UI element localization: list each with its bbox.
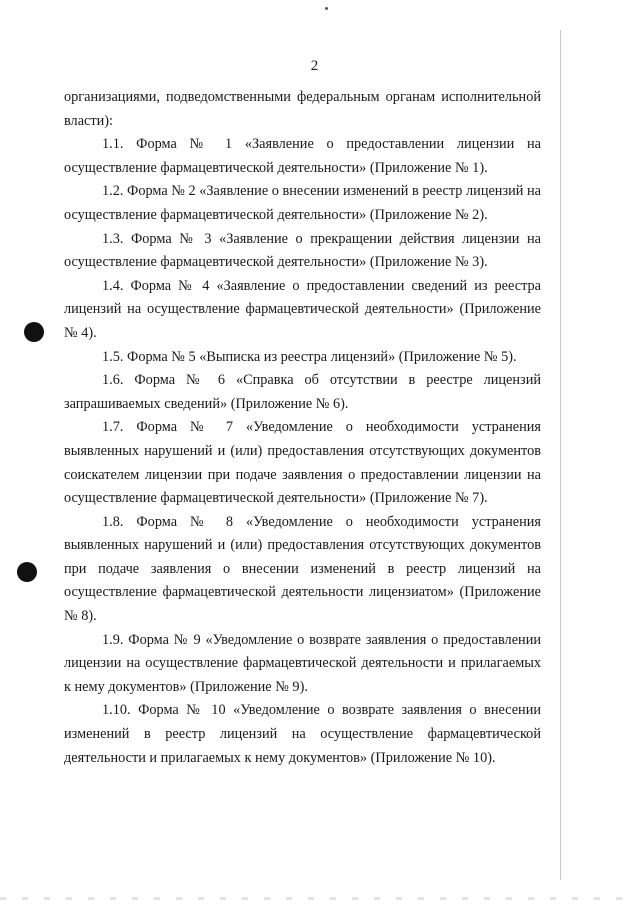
scan-speck (325, 7, 328, 10)
paragraph-1-1: 1.1. Форма № 1 «Заявление о предоставлении лицензии на осуществление фармацевтической деятельности» (Приложение № 1). (64, 136, 541, 176)
scan-edge-line (560, 30, 561, 880)
paragraph-1-2: 1.2. Форма № 2 «Заявление о внесении изменений в реестр лицензий на осуществление фармацевтической деятельности» (Приложение № 2). (64, 183, 541, 223)
paragraph-1-7: 1.7. Форма № 7 «Уведомление о необходимости устранения выявленных нарушений и (или) предоставления отсутствующих документов соискателем лицензии при подаче заявления о предоставлении лицензии на осуществление фармацевтической деятельности» (Приложение № 7). (64, 419, 541, 507)
paragraph-1-9: 1.9. Форма № 9 «Уведомление о возврате заявления о предоставлении лицензии на осуществление фармацевтической деятельности и прилагаемых к нему документов» (Приложение № 9). (64, 631, 541, 695)
document-body (64, 86, 541, 770)
scan-bottom-edge (0, 897, 629, 900)
paragraph-1-6: 1.6. Форма № 6 «Справка об отсутствии в реестре лицензий запрашиваемых сведений» (Приложение № 6). (64, 372, 541, 412)
paragraph-1-3: 1.3. Форма № 3 «Заявление о прекращении действия лицензии на осуществление фармацевтической деятельности» (Приложение № 3). (64, 230, 541, 271)
page-number: 2 (310, 58, 319, 74)
punch-hole-icon (24, 322, 44, 342)
paragraph-1-5: 1.5. Форма № 5 «Выписка из реестра лицензий» (Приложение № 5). (102, 348, 517, 365)
paragraph-intro: организациями, подведомственными федеральным органам исполнительной власти): (64, 89, 541, 129)
paragraph-1-8: 1.8. Форма № 8 «Уведомление о необходимости устранения выявленных нарушений и (или) предоставления отсутствующих документов при подаче заявления о внесении изменений в реестр лицензий на осуществление фармацевтической деятельности лицензиатом» (Приложение № 8). (64, 513, 541, 625)
paragraph-1-4: 1.4. Форма № 4 «Заявление о предоставлении сведений из реестра лицензий на осуществление фармацевтической деятельности» (Приложение № 4). (64, 277, 541, 341)
paragraph-1-10: 1.10. Форма № 10 «Уведомление о возврате заявления о внесении изменений в реестр лицензий на осуществление фармацевтической деятельности и прилагаемых к нему документов» (Приложение № 10). (64, 702, 541, 766)
punch-hole-icon (17, 562, 37, 582)
